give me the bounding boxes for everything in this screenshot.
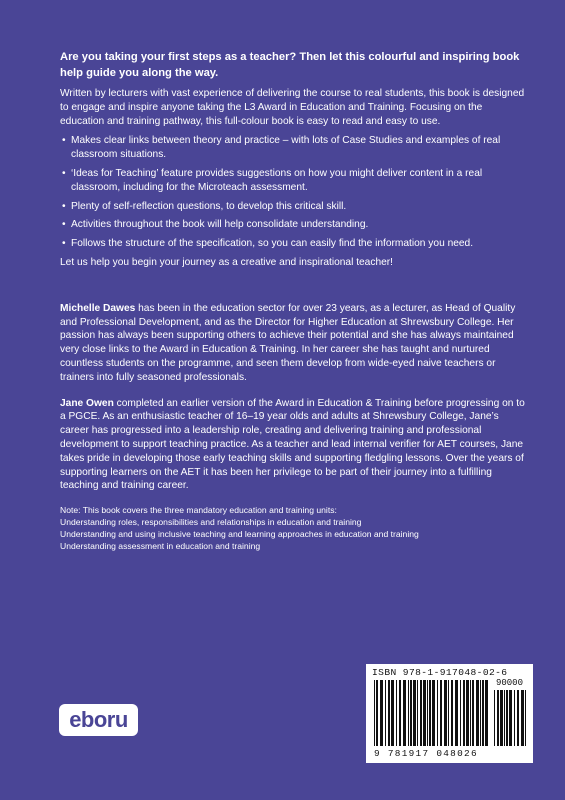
barcode-digits: 9 781917 048026 <box>374 748 478 759</box>
price-code: 90000 <box>495 678 523 688</box>
author-name: Michelle Dawes <box>60 302 136 314</box>
isbn-barcode <box>366 664 533 763</box>
list-item: • Makes clear links between theory and practice – with lots of Case Studies and examples of real classroom situations. <box>60 134 528 162</box>
author-bio-owen <box>60 397 528 494</box>
feature-list <box>60 134 528 251</box>
description-paragraph: Written by lecturers with vast experience of delivering the course to real students, this book is designed to engage and inspire anyone taking the L3 Award in Education and Training. Focusing on the education and training pathway, this full-colour book is easy to read and easy to use. <box>60 88 525 127</box>
unit-item: Understanding roles, responsibilities and relationships in education and training <box>60 516 362 527</box>
list-item: • Activities throughout the book will help consolidate understanding. <box>60 218 528 232</box>
units-note <box>60 505 528 552</box>
list-item: • Plenty of self-reflection questions, to develop this critical skill. <box>60 200 528 214</box>
unit-item: Understanding assessment in education and training <box>60 540 261 551</box>
note-heading: Note: This book covers the three mandatory education and training units: <box>60 505 337 516</box>
closing-line: Let us help you begin your journey as a creative and inspirational teacher! <box>60 256 393 268</box>
list-item: • Follows the structure of the specification, so you can easily find the information you need. <box>60 237 528 251</box>
author-bio-text: has been in the education sector for over 23 years, as a lecturer, as Head of Quality and Professional Development, and as the Director for Higher Education at Shrewsbury College. Her passion has always been supporting others to achieve their potential and she has always maintained very close links to the Award in Education & Training. In her career she has taught and nurtured countless students on the programme, and seen them develop from wide-eyed naive teachers or trainers into fully seasoned professionals. <box>60 302 516 383</box>
intro-heading: Are you taking your first steps as a teacher? Then let this colourful and inspiring book help guide you along the way. <box>60 51 520 79</box>
unit-item: Understanding and using inclusive teaching and learning approaches in education and training <box>60 528 419 539</box>
publisher-logo <box>59 704 138 736</box>
publisher-logo-text: eboru <box>69 707 128 732</box>
author-bio-text: completed an earlier version of the Award in Education & Training before progressing on to a PGCE. As an enthusiastic teacher of 16–19 year olds and adults at Shrewsbury College, Jane’s career has progressed into a leadership role, creating and delivering training and professional development to support teaching practice. As a teacher and lead internal verifier for AET courses, Jane takes pride in developing those early teaching skills and supporting fledgling lessons. Over the years of supporting learners on the AET it has been her privilege to be part of their journey into a fulfilling teaching and training career. <box>60 397 525 492</box>
blurb-content <box>60 50 528 552</box>
list-item: • ‘Ideas for Teaching’ feature provides suggestions on how you might deliver content in a real classroom, including for the Microteach assessment. <box>60 167 528 195</box>
author-bio-dawes <box>60 302 528 385</box>
author-name: Jane Owen <box>60 397 114 409</box>
isbn-label: ISBN 978-1-917048-02-6 <box>372 667 508 678</box>
